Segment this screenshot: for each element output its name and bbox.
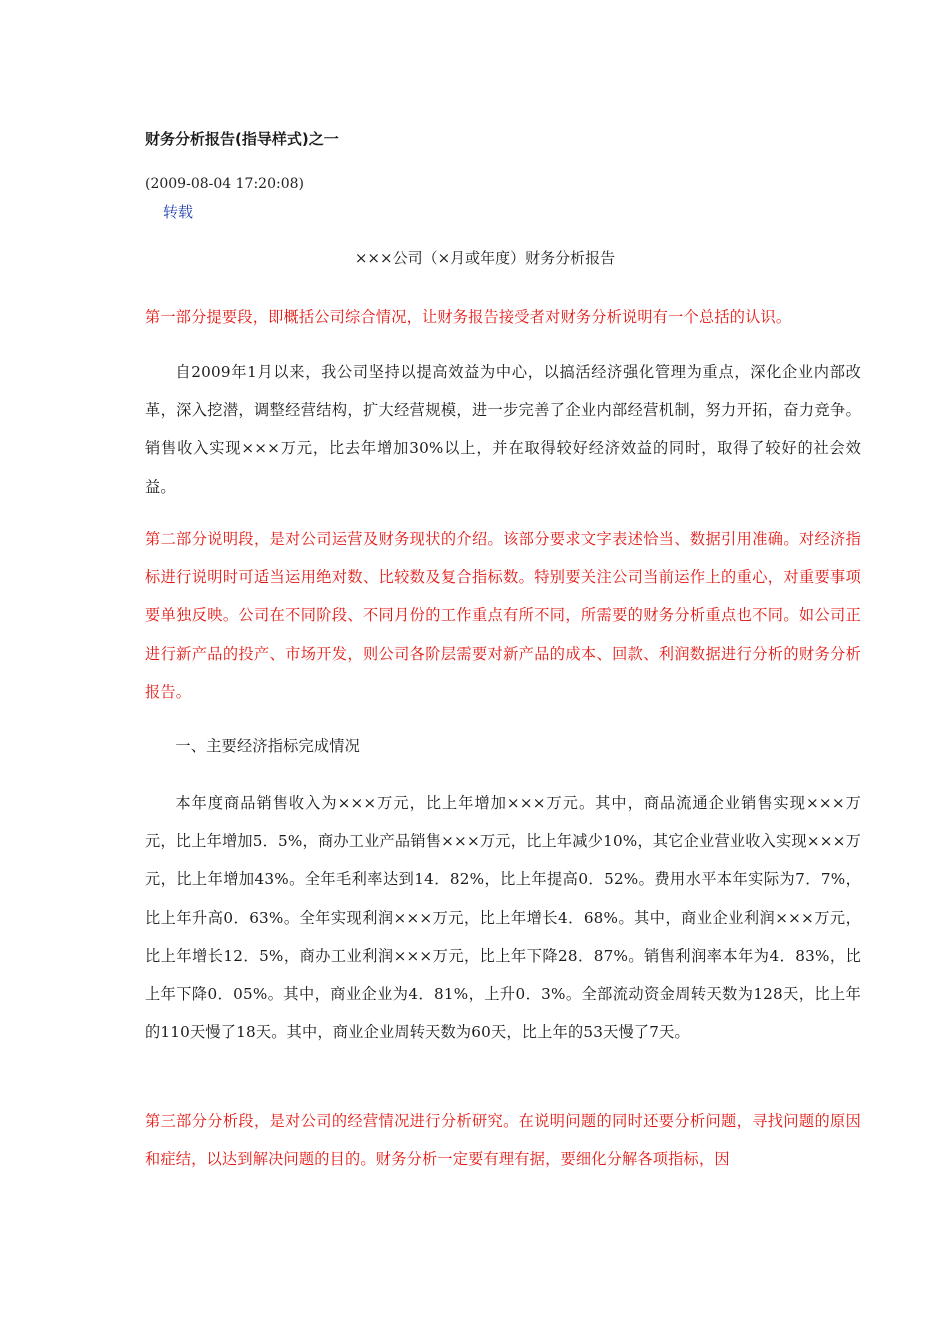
part3-heading: 第三部分分析段，是对公司的经营情况进行分析研究。在说明问题的同时还要分析问题，寻找问题的原因和症结，以达到解决问题的目的。财务分析一定要有理有据，要细化分解各项指标，因 <box>145 1112 861 1169</box>
repost-link[interactable]: 转载 <box>163 203 194 221</box>
part1-heading: 第一部分提要段，即概括公司综合情况，让财务报告接受者对财务分析说明有一个总括的认识。 <box>145 308 792 326</box>
part2-heading: 第二部分说明段，是对公司运营及财务现状的介绍。该部分要求文字表述恰当、数据引用准确。对经济指标进行说明时可适当运用绝对数、比较数及复合指标数。特别要关注公司当前运作上的重心，对重要事项要单独反映。公司在不同阶段、不同月份的工作重点有所不同，所需要的财务分析重点也不同。如公司正进行新产品的投产、市场开发，则公司各阶层需要对新产品的成本、回款、利润数据进行分析的财务分析报告。 <box>145 530 861 701</box>
report-subtitle: ×××公司（×月或年度）财务分析报告 <box>354 249 616 267</box>
article-datetime: (2009-08-04 17:20:08) <box>145 176 304 192</box>
section1-body: 本年度商品销售收入为×××万元，比上年增加×××万元。其中，商品流通企业销售实现×××万元，比上年增加5．5%，商办工业产品销售×××万元，比上年减少10%，其它企业营业收入实现×××万元，比上年增加43%。全年毛利率达到14．82%，比上年提高0．52%。费用水平本年实际为7．7%，比上年升高0．63%。全年实现利润×××万元，比上年增长4．68%。其中，商业企业利润×××万元，比上年增长12．5%，商办工业利润×××万元，比上年下降28．87%。销售利润率本年为4．83%，比上年下降0．05%。其中，商业企业为4．81%，上升0．3%。全部流动资金周转天数为128天，比上年的110天慢了18天。其中，商业企业周转天数为60天，比上年的53天慢了7天。 <box>145 794 861 1042</box>
article-title: 财务分析报告(指导样式)之一 <box>145 130 339 148</box>
part1-body: 自2009年1月以来，我公司坚持以提高效益为中心，以搞活经济强化管理为重点，深化企业内部改革，深入挖潜，调整经营结构，扩大经营规模，进一步完善了企业内部经营机制，努力开拓，奋力竞争。销售收入实现×××万元，比去年增加30%以上，并在取得较好经济效益的同时，取得了较好的社会效益。 <box>145 363 861 496</box>
section1-title: 一、主要经济指标完成情况 <box>175 737 361 755</box>
